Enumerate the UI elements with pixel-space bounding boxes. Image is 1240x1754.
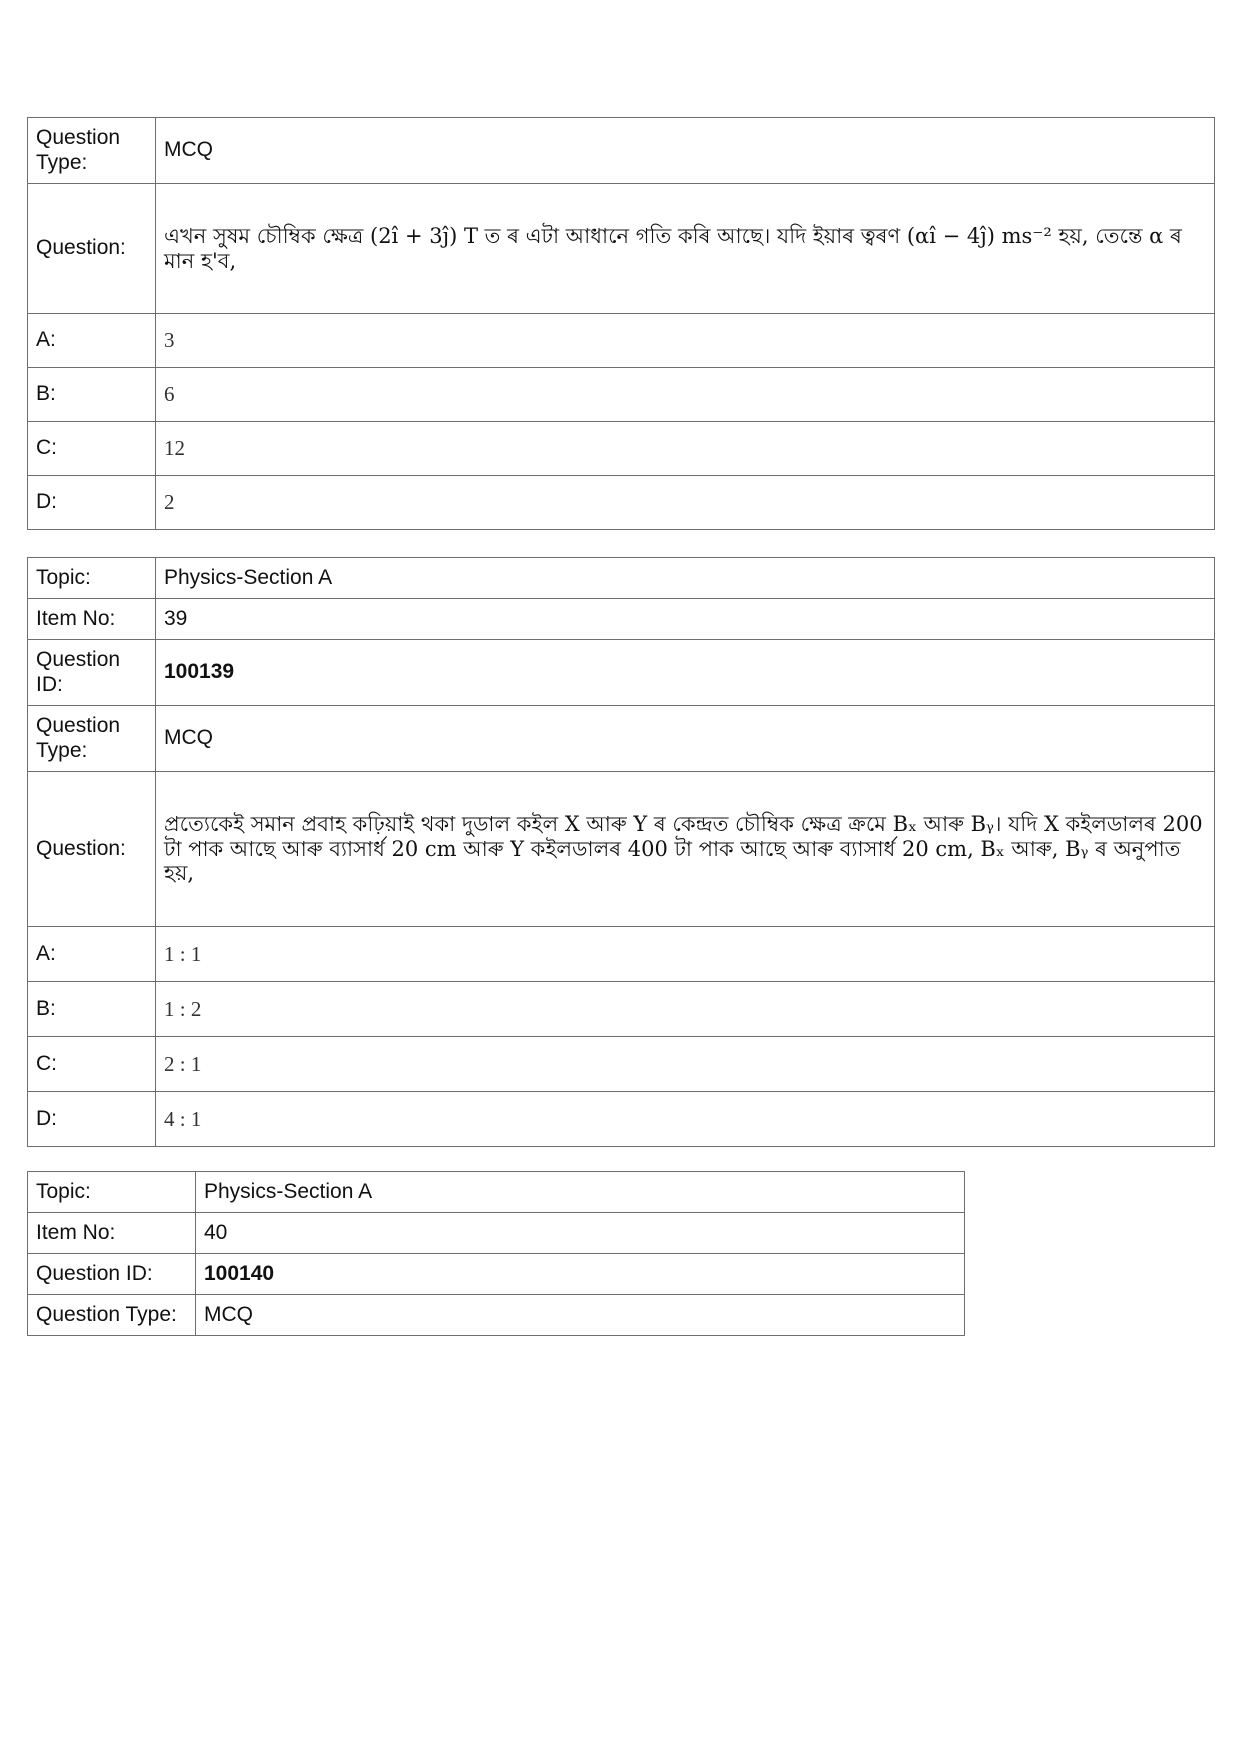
question-table-3 [27,1171,965,1336]
row-option-c [28,422,1215,476]
label-question-type: Question Type: [28,118,156,184]
question-text: প্ৰত্যেকেই সমান প্ৰবাহ কঢ়িয়াই থকা দুডাল কইল X আৰু Y ৰ কেন্দ্ৰত চৌম্বিক ক্ষেত্ৰ ক্ৰমে Bₓ আৰু Bᵧ। যদি X কইলডালৰ 200 টা পাক আছে আৰু ব্যাসাৰ্ধ 20 cm আৰু Y কইলডালৰ 400 টা পাক আছে আৰু ব্যাসাৰ্ধ 20 cm, Bₓ আৰু, Bᵧ ৰ অনুপাত হয়, [156,772,1215,927]
option-b-value: 1 : 2 [156,982,1215,1037]
label-option-a: A: [28,314,156,368]
label-topic: Topic: [28,1172,196,1213]
label-item-no: Item No: [28,1213,196,1254]
option-c-value: 12 [156,422,1215,476]
row-question-type [28,118,1215,184]
value-question-type: MCQ [156,118,1215,184]
row-option-b [28,368,1215,422]
question-text: এখন সুষম চৌম্বিক ক্ষেত্ৰ (2î + 3ĵ) T ত ৰ এটা আধানে গতি কৰি আছে। যদি ইয়াৰ ত্বৰণ (αî − 4ĵ) ms⁻² হয়, তেন্তে α ৰ মান হ'ব, [156,184,1215,314]
value-item-no: 40 [196,1213,965,1254]
option-d-value: 4 : 1 [156,1092,1215,1147]
label-question-id: Question ID: [28,1254,196,1295]
label-question-id: Question ID: [28,640,156,706]
option-a-value: 1 : 1 [156,927,1215,982]
label-question: Question: [28,772,156,927]
row-option-a [28,314,1215,368]
label-topic: Topic: [28,558,156,599]
label-option-d: D: [28,1092,156,1147]
question-table-2 [27,557,1215,1147]
row-topic [28,1172,965,1213]
option-c-value: 2 : 1 [156,1037,1215,1092]
label-option-c: C: [28,1037,156,1092]
value-question-type: MCQ [156,706,1215,772]
row-topic [28,558,1215,599]
row-option-c [28,1037,1215,1092]
row-option-b [28,982,1215,1037]
option-b-value: 6 [156,368,1215,422]
row-question-type [28,706,1215,772]
row-option-a [28,927,1215,982]
label-option-b: B: [28,982,156,1037]
row-question-id [28,1254,965,1295]
question-table-1 [27,117,1215,530]
row-question [28,184,1215,314]
value-topic: Physics-Section A [196,1172,965,1213]
label-option-b: B: [28,368,156,422]
label-option-d: D: [28,476,156,530]
option-d-value: 2 [156,476,1215,530]
label-option-a: A: [28,927,156,982]
value-topic: Physics-Section A [156,558,1215,599]
label-item-no: Item No: [28,599,156,640]
row-question-id [28,640,1215,706]
label-question: Question: [28,184,156,314]
row-item-no [28,1213,965,1254]
value-question-id: 100139 [156,640,1215,706]
label-question-type: Question Type: [28,706,156,772]
row-option-d [28,476,1215,530]
row-question-type [28,1295,965,1336]
value-question-type: MCQ [196,1295,965,1336]
row-question [28,772,1215,927]
option-a-value: 3 [156,314,1215,368]
row-option-d [28,1092,1215,1147]
value-question-id: 100140 [196,1254,965,1295]
row-item-no [28,599,1215,640]
value-item-no: 39 [156,599,1215,640]
label-option-c: C: [28,422,156,476]
label-question-type: Question Type: [28,1295,196,1336]
